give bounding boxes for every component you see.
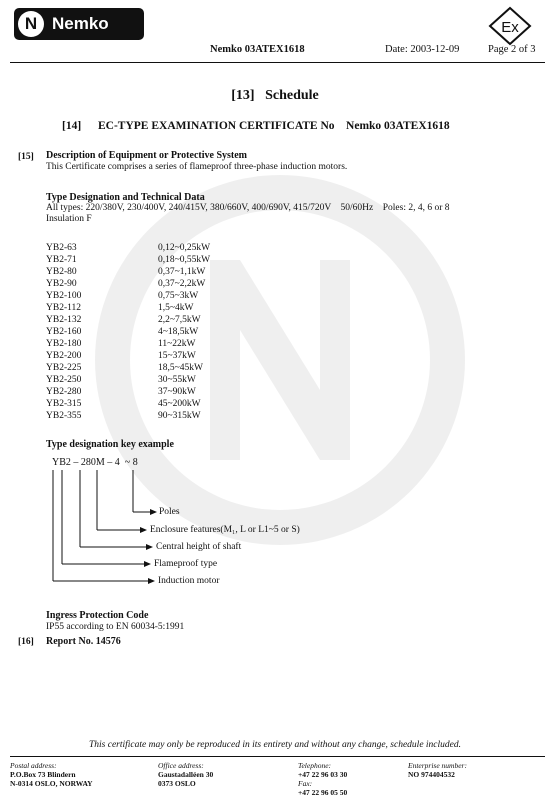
model-cell: YB2-355 [46,411,82,421]
office-line-1: Gaustadalléen 30 [158,770,214,779]
postal-label: Postal address: [10,761,57,770]
logo-text: Nemko [52,14,109,33]
office-label: Office address: [158,761,204,770]
power-cell: 15~37kW [158,351,196,361]
key-label-flameproof: Flameproof type [154,559,218,569]
power-cell: 4~18,5kW [158,327,199,337]
power-cell: 37~90kW [158,387,196,397]
section-15-number: [15] [18,152,34,162]
enterprise-label: Enterprise number: [408,761,467,770]
footer-divider [10,756,545,757]
report-number: Report No. 14576 [46,636,121,647]
certificate-heading: EC-TYPE EXAMINATION CERTIFICATE No Nemko 03ATEX1618 [98,120,450,132]
model-cell: YB2-80 [46,267,77,277]
power-cell: 1,5~4kW [158,303,194,313]
logo-initial: N [24,14,38,33]
key-label-induction: Induction motor [158,576,220,586]
model-cell: YB2-225 [46,363,82,373]
model-cell: YB2-63 [46,243,77,253]
postal-line-1: P.O.Box 73 Blindern [10,770,76,779]
header-page: Page 2 of 3 [488,44,536,55]
footer-postal [10,761,93,788]
reproduction-notice: This certificate may only be reproduced in its entirety and without any change, schedule included. [89,740,461,750]
telephone-label: Telephone: [298,761,332,770]
key-heading: Type designation key example [46,439,174,450]
model-cell: YB2-71 [46,255,77,265]
model-cell: YB2-160 [46,327,82,337]
model-cell: YB2-90 [46,279,77,289]
fax-value: +47 22 96 05 50 [298,788,348,797]
model-cell: YB2-180 [46,339,82,349]
footer-enterprise [408,761,467,779]
page-title: [13] Schedule [231,88,319,103]
key-example: YB2 – 280M – 4 ~ 8 [52,457,138,468]
technical-line-1: All types: 220/380V, 230/400V, 240/415V, 380/660V, 400/690V, 415/720V 50/60Hz Poles: 2, 4, 6 or 8 [46,203,450,213]
section-15-heading: Description of Equipment or Protective System [46,150,247,161]
power-cell: 11~22kW [158,339,196,349]
technical-heading: Type Designation and Technical Data [46,192,205,203]
office-line-2: 0373 OSLO [158,779,196,788]
key-label-height: Central height of shaft [156,542,242,552]
power-cell: 0,18~0,55kW [158,255,211,265]
model-cell: YB2-280 [46,387,82,397]
ingress-heading: Ingress Protection Code [46,610,149,621]
footer-telephone [298,761,347,797]
model-cell: YB2-100 [46,291,82,301]
enterprise-value: NO 974404532 [408,770,455,779]
model-cell: YB2-112 [46,303,82,313]
model-cell: YB2-200 [46,351,82,361]
power-cell: 0,75~3kW [158,291,199,301]
section-14-number: [14] [62,120,82,132]
section-15-text: This Certificate comprises a series of flameproof three-phase induction motors. [46,162,348,172]
header-cert-ref: Nemko 03ATEX1618 [210,44,305,55]
telephone-value: +47 22 96 03 30 [298,770,348,779]
power-cell: 2,2~7,5kW [158,315,201,325]
technical-line-2: Insulation F [46,214,92,224]
ex-mark-text: Ex [501,19,519,36]
postal-line-2: N-0314 OSLO, NORWAY [10,779,93,788]
power-cell: 90~315kW [158,411,201,421]
key-label-poles: Poles [159,507,180,517]
ingress-text: IP55 according to EN 60034-5:1991 [46,622,185,632]
power-cell: 0,37~2,2kW [158,279,206,289]
power-cell: 45~200kW [158,399,201,409]
model-cell: YB2-132 [46,315,82,325]
footer-office [158,761,213,788]
power-cell: 0,12~0,25kW [158,243,211,253]
model-cell: YB2-315 [46,399,82,409]
key-label-enclosure: Enclosure features(M₁, L or L1~5 or S) [150,525,300,535]
fax-label: Fax: [298,779,313,788]
section-16-number: [16] [18,637,34,647]
power-cell: 18,5~45kW [158,363,203,373]
power-cell: 0,37~1,1kW [158,267,206,277]
header-date: Date: 2003-12-09 [385,44,460,55]
model-cell: YB2-250 [46,375,82,385]
power-cell: 30~55kW [158,375,196,385]
